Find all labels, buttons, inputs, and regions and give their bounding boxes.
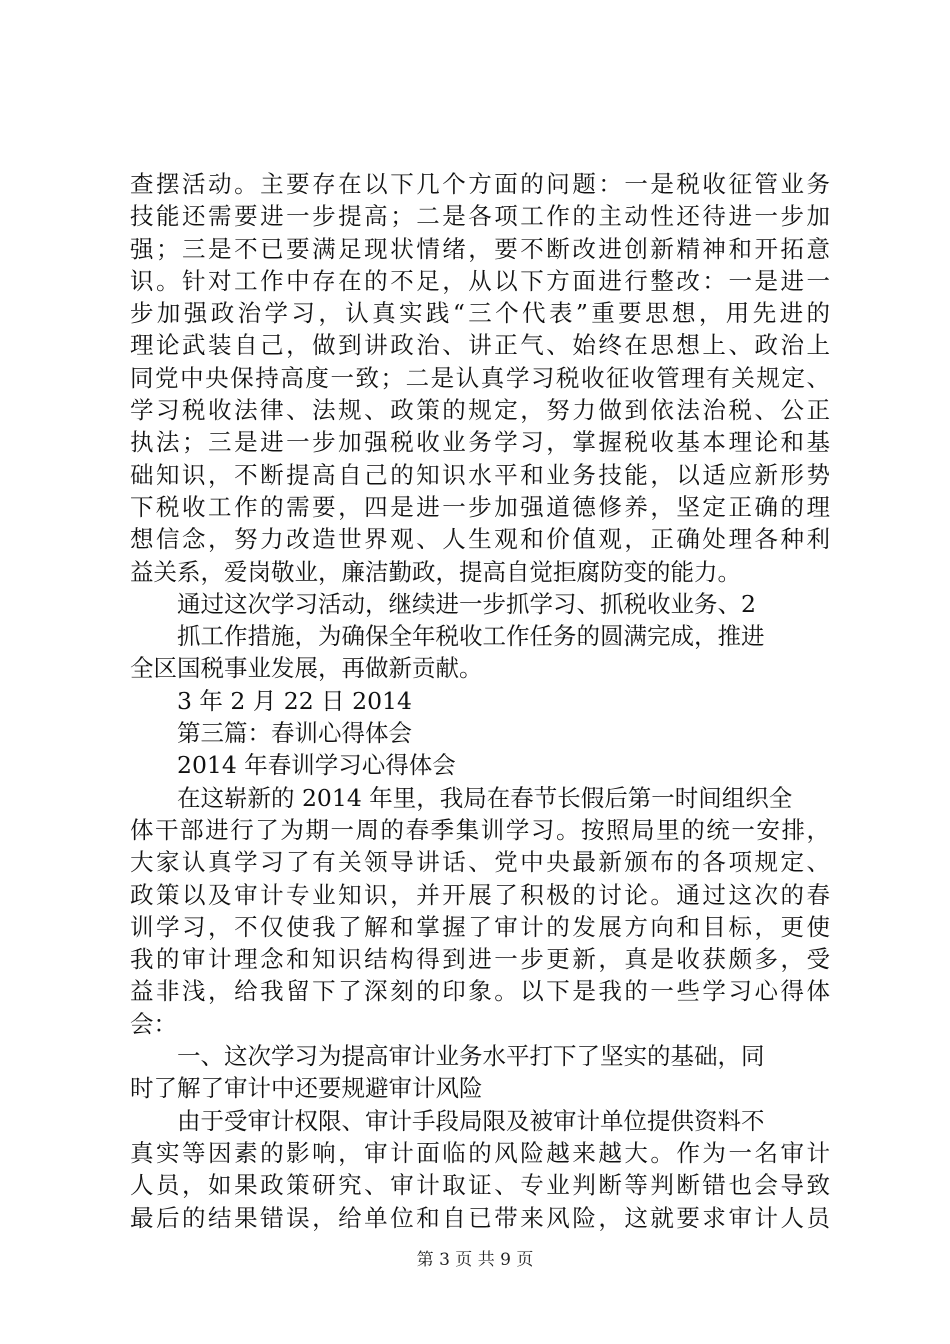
date-line: 3 年 2 月 22 日 2014 bbox=[177, 686, 412, 715]
text-line: 会： bbox=[130, 1009, 177, 1038]
text-line: 益非浅，给我留下了深刻的印象。以下是我的一些学习心得体 bbox=[130, 977, 830, 1006]
article-title: 2014 年春训学习心得体会 bbox=[177, 751, 456, 780]
subsection-heading-cont: 时了解了审计中还要规避审计风险 bbox=[130, 1074, 483, 1103]
text-line: 抓工作措施，为确保全年税收工作任务的圆满完成，推进 bbox=[177, 622, 765, 651]
text-line: 大家认真学习了有关领导讲话、党中央最新颁布的各项规定、 bbox=[130, 848, 830, 877]
text-line: 学习税收法律、法规、政策的规定，努力做到依法治税、公正 bbox=[130, 396, 830, 425]
text-line: 最后的结果错误，给单位和自已带来风险，这就要求审计人员 bbox=[130, 1203, 830, 1232]
text-line: 在这崭新的 2014 年里，我局在春节长假后第一时间组织全 bbox=[177, 783, 793, 812]
text-line: 真实等因素的影响，审计面临的风险越来越大。作为一名审计 bbox=[130, 1138, 830, 1167]
text-line: 础知识，不断提高自己的知识水平和业务技能，以适应新形势 bbox=[130, 460, 830, 489]
text-line: 体干部进行了为期一周的春季集训学习。按照局里的统一安排， bbox=[130, 815, 830, 844]
text-line: 益关系，爱岗敬业，廉洁勤政，提高自觉拒腐防变的能力。 bbox=[130, 557, 741, 586]
text-line: 我的审计理念和知识结构得到进一步更新，真是收获颇多，受 bbox=[130, 945, 830, 974]
text-line: 步加强政治学习，认真实践“三个代表”重要思想，用先进的 bbox=[130, 299, 830, 328]
section-heading: 第三篇：春训心得体会 bbox=[177, 719, 412, 748]
subsection-heading: 一、这次学习为提高审计业务水平打下了坚实的基础，同 bbox=[177, 1042, 765, 1071]
document-body bbox=[130, 168, 830, 1234]
text-line: 通过这次学习活动，继续进一步抓学习、抓税收业务、2 bbox=[177, 589, 756, 618]
text-line: 同党中央保持高度一致；二是认真学习税收征收管理有关规定、 bbox=[130, 363, 830, 392]
text-line: 人员，如果政策研究、审计取证、专业判断等判断错也会导致 bbox=[130, 1171, 830, 1200]
page-number-footer: 第 3 页 共 9 页 bbox=[416, 1250, 534, 1270]
text-line: 技能还需要进一步提高；二是各项工作的主动性还待进一步加 bbox=[130, 202, 830, 231]
text-line: 理论武装自己，做到讲政治、讲正气、始终在思想上、政治上 bbox=[130, 331, 830, 360]
text-line: 下税收工作的需要，四是进一步加强道德修养，坚定正确的理 bbox=[130, 492, 830, 521]
text-line: 识。针对工作中存在的不足，从以下方面进行整改：一是进一 bbox=[130, 266, 830, 295]
text-line: 政策以及审计专业知识，并开展了积极的讨论。通过这次的春 bbox=[130, 880, 830, 909]
text-line: 强；三是不已要满足现状情绪，要不断改进创新精神和开拓意 bbox=[130, 234, 830, 263]
text-line: 由于受审计权限、审计手段局限及被审计单位提供资料不 bbox=[177, 1106, 765, 1135]
text-line: 全区国税事业发展，再做新贡献。 bbox=[130, 654, 483, 683]
text-line: 执法；三是进一步加强税收业务学习，掌握税收基本理论和基 bbox=[130, 428, 830, 457]
text-line: 想信念，努力改造世界观、人生观和价值观，正确处理各种利 bbox=[130, 525, 830, 554]
text-line: 训学习，不仅使我了解和掌握了审计的发展方向和目标，更使 bbox=[130, 912, 830, 941]
text-line: 查摆活动。主要存在以下几个方面的问题：一是税收征管业务 bbox=[130, 170, 830, 198]
